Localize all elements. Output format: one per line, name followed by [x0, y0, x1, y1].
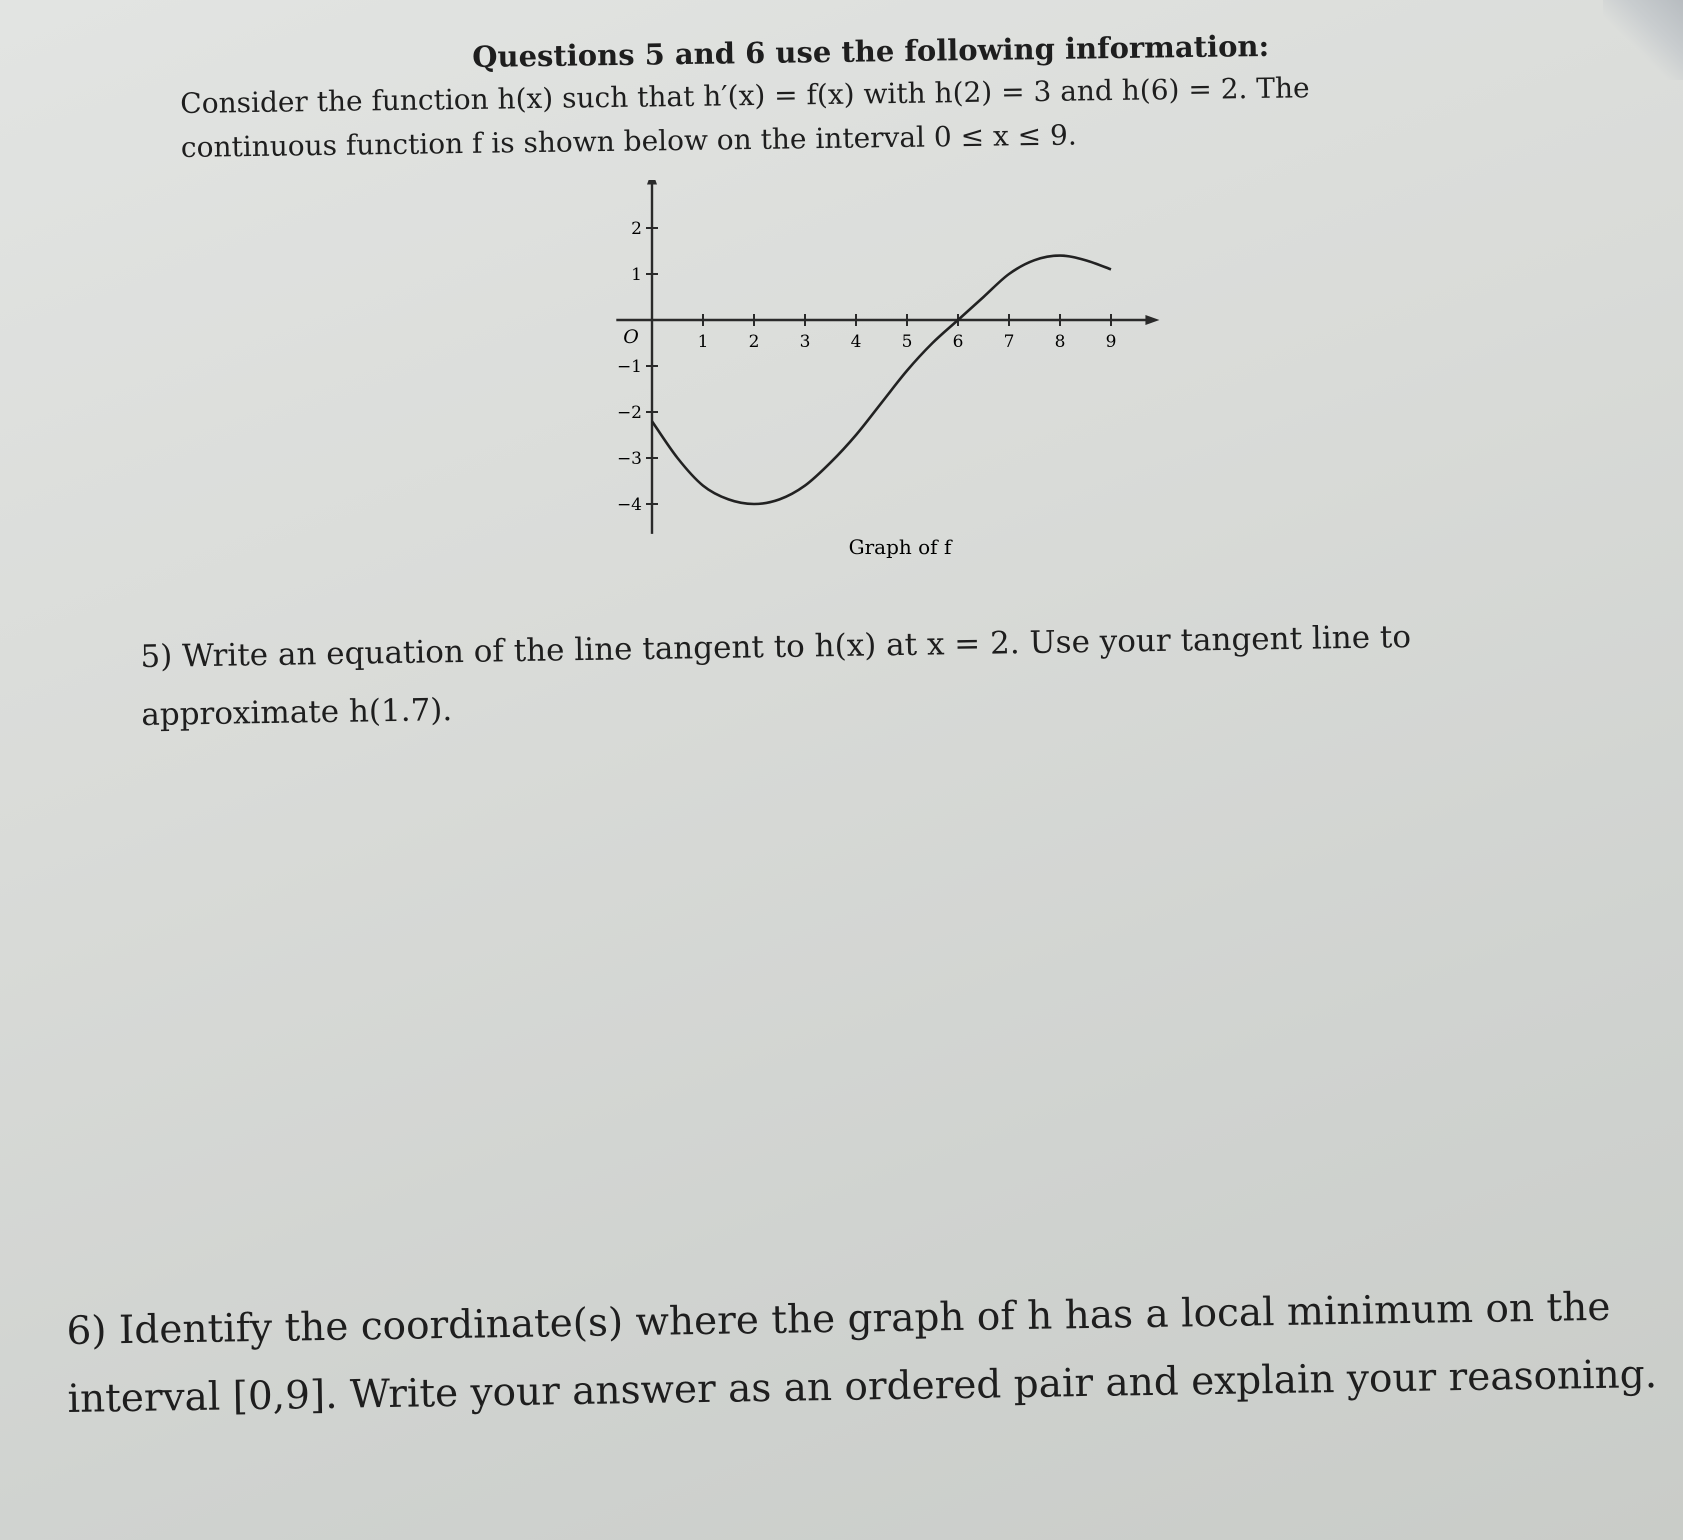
- y-tick-label: −1: [616, 357, 642, 377]
- y-axis-arrow-icon: [647, 180, 657, 185]
- x-tick-label: 8: [1054, 332, 1066, 352]
- x-tick-label: 2: [748, 332, 760, 352]
- questions-heading: Questions 5 and 6 use the following information:: [472, 28, 1270, 74]
- x-tick-label: 9: [1105, 332, 1117, 352]
- question-6-line-2: interval [0,9]. Write your answer as an ordered pair and explain your reasoning.: [67, 1352, 1658, 1422]
- question-5: [140, 608, 1412, 744]
- x-tick-label: 3: [799, 332, 811, 352]
- question-5-line-1: 5) Write an equation of the line tangent to h(x) at x = 2. Use your tangent line to: [140, 619, 1412, 675]
- question-6-line-1: 6) Identify the coordinate(s) where the graph of h has a local minimum on the: [66, 1284, 1611, 1354]
- y-tick-label: 2: [631, 219, 642, 239]
- graph-caption: Graph of f: [848, 535, 952, 559]
- y-tick-label: −3: [616, 449, 642, 469]
- x-axis-arrow-icon: [1145, 315, 1159, 325]
- x-tick-label: 7: [1003, 332, 1015, 352]
- intro-paragraph: [180, 66, 1311, 170]
- f-curve: [652, 256, 1111, 504]
- origin-label: O: [623, 326, 639, 348]
- page-fold-corner: [1603, 0, 1683, 80]
- y-tick-label: −4: [616, 495, 642, 515]
- y-tick-label: −2: [616, 403, 642, 423]
- intro-line-2: continuous function f is shown below on the interval 0 ≤ x ≤ 9.: [180, 118, 1077, 164]
- x-tick-label: 6: [952, 332, 964, 352]
- question-6: [66, 1273, 1658, 1434]
- graph-of-f-figure: [600, 180, 1170, 570]
- intro-line-1: Consider the function h(x) such that h′(x) = f(x) with h(2) = 3 and h(6) = 2. The: [180, 71, 1310, 120]
- x-tick-label: 4: [850, 332, 862, 352]
- x-tick-label: 1: [697, 332, 709, 352]
- x-tick-label: 5: [901, 332, 913, 352]
- y-tick-label: 1: [631, 265, 642, 285]
- graph-of-f-chart: [600, 180, 1170, 570]
- question-5-line-2: approximate h(1.7).: [141, 692, 453, 733]
